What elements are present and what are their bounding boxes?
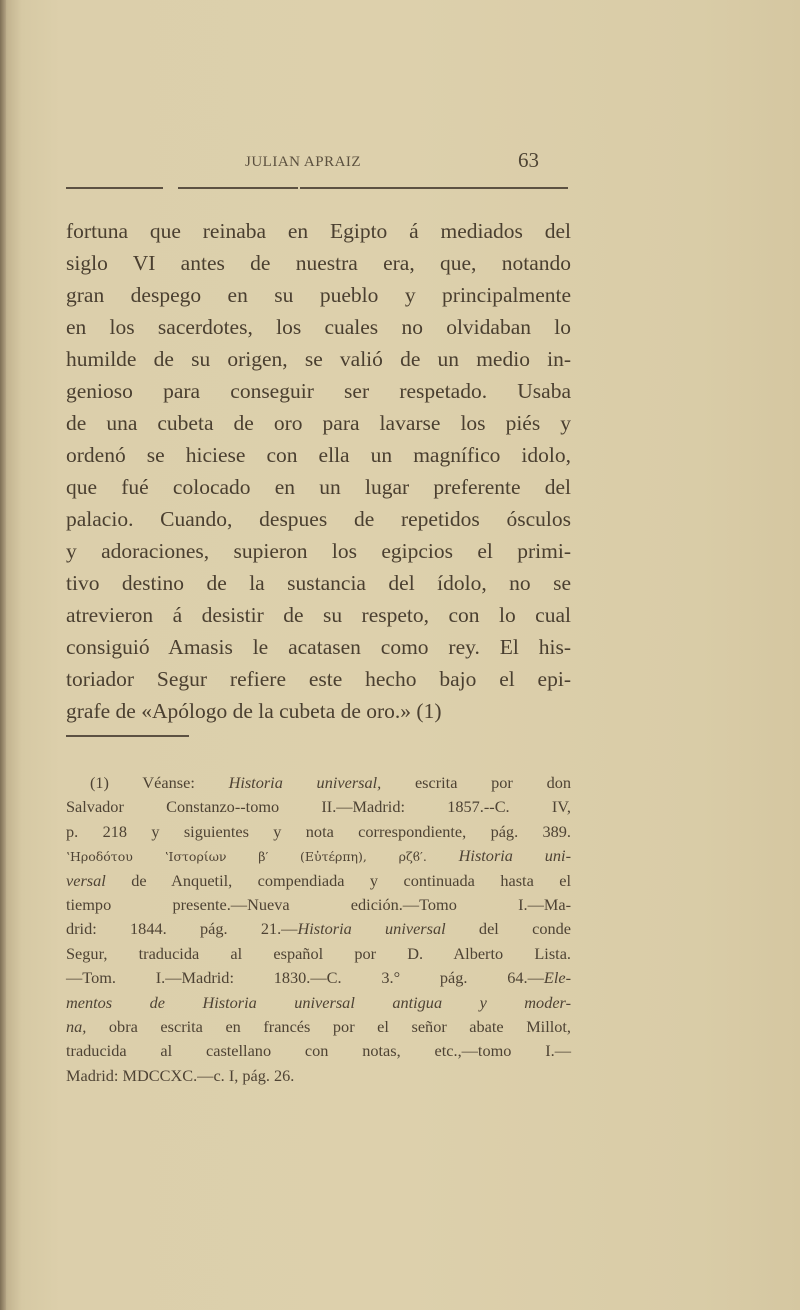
book-title: Historia universal, (228, 773, 382, 792)
header-rule-segment (66, 187, 163, 189)
text-line: toriador Segur refiere este hecho bajo el epi- (66, 667, 571, 691)
footnote (66, 771, 571, 1088)
text-line: genioso para conseguir ser respetado. Usaba (66, 379, 571, 403)
running-head: JULIAN APRAIZ (245, 154, 362, 170)
footnote-text: drid: 1844. pág. 21.— (66, 919, 298, 939)
text-line: siglo VI antes de nuestra era, que, notando (66, 251, 571, 275)
footnote-text: obra escrita en francés por el señor abate Millot, (86, 1016, 571, 1036)
footnote-line: traducida al castellano con notas, etc.,—tomo I.— (66, 1041, 571, 1061)
footnote-line: tiempo presente.—Nueva edición.—Tomo I.—Ma- (66, 894, 571, 914)
text-line: ordenó se hiciese con ella un magnífico idolo, (66, 443, 571, 467)
footnote-text: del conde (445, 919, 571, 939)
footnote-line (66, 917, 571, 941)
footnote-line (66, 966, 571, 990)
book-title: versal (66, 870, 106, 890)
text-line: de una cubeta de oro para lavarse los piés y (66, 411, 571, 435)
greek-citation: ʽΗροδότου ʽΙστορίων β′ (Εὐτέρπη), ρζϐ′. (66, 849, 427, 865)
text-line: consiguió Amasis le acatasen como rey. El his- (66, 635, 571, 659)
header-rule-segment (178, 187, 298, 189)
footnote-line: Madrid: MDCCXC.—c. I, pág. 26. (66, 1065, 295, 1085)
text-line: y adoraciones, supieron los egipcios el primi- (66, 539, 571, 563)
text-line: humilde de su origen, se valió de un medio in- (66, 347, 571, 371)
page-number: 63 (518, 148, 539, 172)
text-line: atrevieron á desistir de su respeto, con lo cual (66, 603, 571, 627)
main-text (66, 215, 571, 727)
footnote-text: de Anquetil, compendiada y continuada hasta el (105, 870, 571, 890)
page-binding-edge (0, 0, 6, 1310)
footnote-line: mentos de Historia universal antigua y moder- (66, 992, 571, 1012)
footnote-line (66, 1015, 571, 1039)
book-title: Historia universal (297, 919, 446, 939)
footnote-line (66, 771, 571, 795)
book-title: Ele- (543, 968, 571, 988)
book-title: Historia uni- (426, 846, 571, 866)
text-line: que fué colocado en un lugar preferente del (66, 475, 571, 499)
footnote-text: —Tom. I.—Madrid: 1830.—C. 3.° pág. 64.— (66, 968, 544, 988)
text-line: en los sacerdotes, los cuales no olvidaban lo (66, 315, 571, 339)
footnote-line: Salvador Constanzo--tomo II.—Madrid: 1857.--C. IV, (66, 797, 571, 817)
footnote-line: Segur, traducida al español por D. Alberto Lista. (66, 943, 571, 963)
footnote-line (66, 844, 571, 868)
footnote-line: p. 218 y siguientes y nota correspondiente, pág. 389. (66, 821, 571, 841)
footnote-rule (66, 735, 189, 737)
text-line: tivo destino de la sustancia del ídolo, no se (66, 571, 571, 595)
footnote-line (66, 869, 571, 893)
footnote-text: escrita por don (414, 773, 571, 792)
page-header (0, 148, 800, 178)
footnote-marker-text: (1) Véanse: (90, 773, 229, 792)
text-line: fortuna que reinaba en Egipto á mediados del (66, 219, 571, 243)
book-title: na, (66, 1016, 87, 1036)
text-line: grafe de «Apólogo de la cubeta de oro.» (1) (66, 699, 442, 723)
text-line: palacio. Cuando, despues de repetidos ósculos (66, 507, 571, 531)
text-line: gran despego en su pueblo y principalmente (66, 283, 571, 307)
header-rule-segment (300, 187, 568, 189)
